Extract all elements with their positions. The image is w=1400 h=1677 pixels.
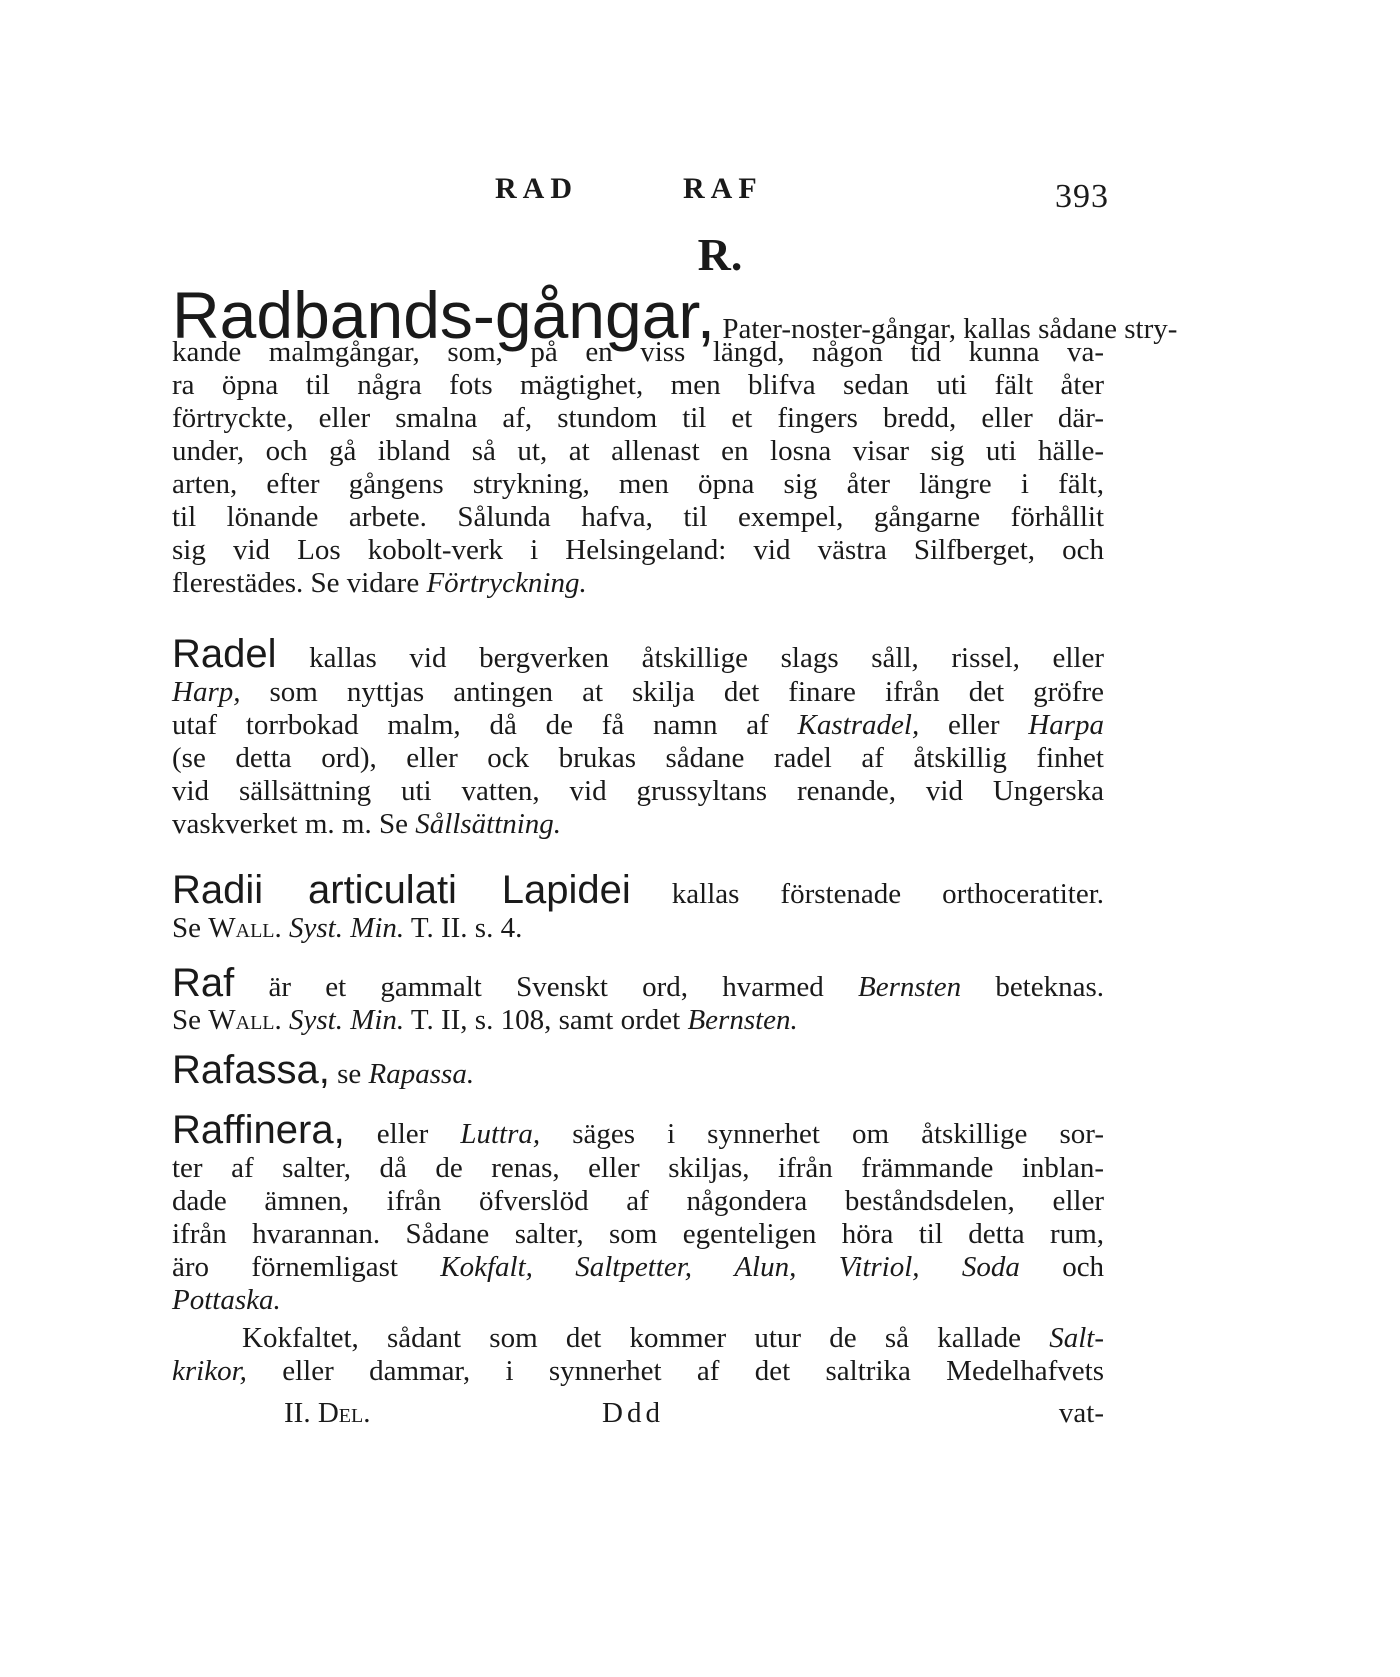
headword: Rafassa,: [172, 1048, 330, 1092]
entry-text: eller dammar, i synnerhet af det saltrika Medelhafvets: [282, 1355, 1105, 1387]
italic-term: Soda: [961, 1251, 1020, 1283]
headword: Radii articulati Lapidei: [172, 868, 631, 912]
entry-line: [172, 1284, 1104, 1317]
entry-line: (se detta ord), eller ock brukas sådane radel af åtskillig finhet: [172, 742, 1104, 774]
entry-line: [172, 567, 1104, 600]
entry-line: [172, 1355, 1104, 1388]
paragraph-kokfaltet: [172, 1322, 1104, 1388]
entry-line: [172, 1004, 1104, 1037]
entry-line: [172, 676, 1104, 709]
entry-text: äro förnemligast: [172, 1251, 398, 1283]
italic-term: Syst. Min.: [289, 1004, 405, 1036]
page-number: 393: [1055, 178, 1109, 215]
running-head-left: RAD: [495, 172, 578, 205]
entry-line: ra öpna til några fots mägtighet, men blifva sedan uti fält åter: [172, 369, 1104, 401]
entry-line: til lönande arbete. Sålunda hafva, til exempel, gångarne förhållit: [172, 501, 1104, 533]
entry-text: T. II. s. 4.: [410, 912, 523, 944]
entry-line: [172, 808, 1104, 841]
entry-line: dade ämnen, ifrån öfverslöd af någondera beståndsdelen, eller: [172, 1185, 1104, 1217]
entry-line: [172, 1251, 1104, 1284]
italic-term: Syst. Min.: [289, 912, 405, 944]
entry-first-line: [172, 1048, 1104, 1092]
italic-term: Harpa: [1028, 709, 1105, 741]
cross-reference: Bernsten.: [687, 1004, 798, 1036]
italic-term: krikor,: [172, 1355, 247, 1387]
gathering-mark: Ddd: [602, 1397, 664, 1429]
entry-text: Se: [172, 912, 201, 944]
cross-reference: Sållsättning.: [415, 808, 562, 840]
entry-radii-articulati: [172, 868, 1104, 945]
entry-text: Kokfaltet, sådant som det kommer utur de så kallade: [242, 1322, 1021, 1354]
entry-text: se: [337, 1058, 362, 1090]
entry-line: ifrån hvarannan. Sådane salter, som egenteligen höra til detta rum,: [172, 1218, 1104, 1250]
headword: Raf: [172, 961, 235, 1005]
entry-text: säges i synnerhet om åtskillige sor-: [572, 1118, 1104, 1150]
cross-reference: Rapassa.: [368, 1058, 475, 1090]
headword: Raffinera,: [172, 1108, 345, 1152]
entry-text: vaskverket m. m. Se: [172, 808, 408, 840]
entry-text: eller: [947, 709, 1000, 741]
entry-text: Se: [172, 1004, 201, 1036]
italic-term: Bernsten: [857, 971, 962, 1003]
entry-text: och: [1062, 1251, 1105, 1283]
entry-text: eller: [376, 1118, 429, 1150]
entry-line: förtryckte, eller smalna af, stundom til et fingers bredd, eller där-: [172, 402, 1104, 434]
entry-first-line: [172, 1108, 1104, 1152]
entry-line: [172, 709, 1104, 742]
entry-first-line: [172, 632, 1104, 676]
page-footer: [284, 1397, 1104, 1430]
italic-term: Alun,: [734, 1251, 797, 1283]
entry-text: T. II, s. 108, samt ordet: [410, 1004, 681, 1036]
entry-line: [172, 912, 1104, 945]
entry-line: vid sällsättning uti vatten, vid grussyltans renande, vid Ungerska: [172, 775, 1104, 807]
entry-text: flerestädes. Se vidare: [172, 567, 420, 599]
section-letter: R.: [697, 229, 743, 280]
italic-term: Kastradel,: [797, 709, 920, 741]
headword: Radel: [172, 632, 277, 676]
entry-first-line: [172, 868, 1104, 912]
entry-line: kande malmgångar, som, på en viss längd, någon tid kunna va-: [172, 336, 1104, 368]
entry-first-line: [172, 962, 1104, 1004]
entry-radel: [172, 632, 1104, 841]
entry-text: kallas förstenade orthoceratiter.: [671, 878, 1104, 910]
cross-reference: Förtryckning.: [426, 567, 587, 599]
italic-term: Salt-: [1049, 1322, 1104, 1354]
entry-rafassa: [172, 1048, 1104, 1092]
catchword: vat-: [1058, 1397, 1104, 1429]
entry-line: ter af salter, då de renas, eller skiljas, ifrån främmande inblan-: [172, 1152, 1104, 1184]
signature-mark: II. Del.: [284, 1397, 371, 1429]
entry-radbands-gangar: [172, 278, 1178, 600]
entry-text: som nyttjas antingen at skilja det finare ifrån det gröfre: [269, 676, 1104, 708]
entry-line: sig vid Los kobolt-verk i Helsingeland: vid västra Silfberget, och: [172, 534, 1104, 566]
entry-line: under, och gå ibland så ut, at allenast en losna visar sig uti hälle-: [172, 435, 1104, 467]
entry-text: är et gammalt Svenskt ord, hvarmed: [268, 971, 824, 1003]
entry-text: kallas vid bergverken åtskillige slags såll, rissel, eller: [309, 642, 1105, 674]
headword: Radbands-gångar,: [172, 278, 716, 352]
entry-raffinera: [172, 1108, 1104, 1317]
italic-term: Saltpetter,: [575, 1251, 693, 1283]
entry-text: beteknas.: [995, 971, 1105, 1003]
author-abbrev: Wall.: [208, 1004, 282, 1036]
running-head-right: RAF: [683, 172, 763, 205]
entry-line: [172, 1322, 1104, 1355]
italic-term: Luttra,: [460, 1118, 541, 1150]
author-abbrev: Wall.: [208, 912, 282, 944]
entry-text: Pater-noster-gångar, kallas sådane stry-: [722, 313, 1178, 345]
italic-term: Pottaska.: [172, 1284, 281, 1316]
entry-raf: [172, 962, 1104, 1037]
italic-term: Harp,: [172, 676, 241, 708]
italic-term: Kokfalt,: [440, 1251, 533, 1283]
italic-term: Vitriol,: [838, 1251, 920, 1283]
entry-line: arten, efter gångens strykning, men öpna sig åter längre i fält,: [172, 468, 1104, 500]
entry-text: utaf torrbokad malm, då de få namn af: [172, 709, 769, 741]
